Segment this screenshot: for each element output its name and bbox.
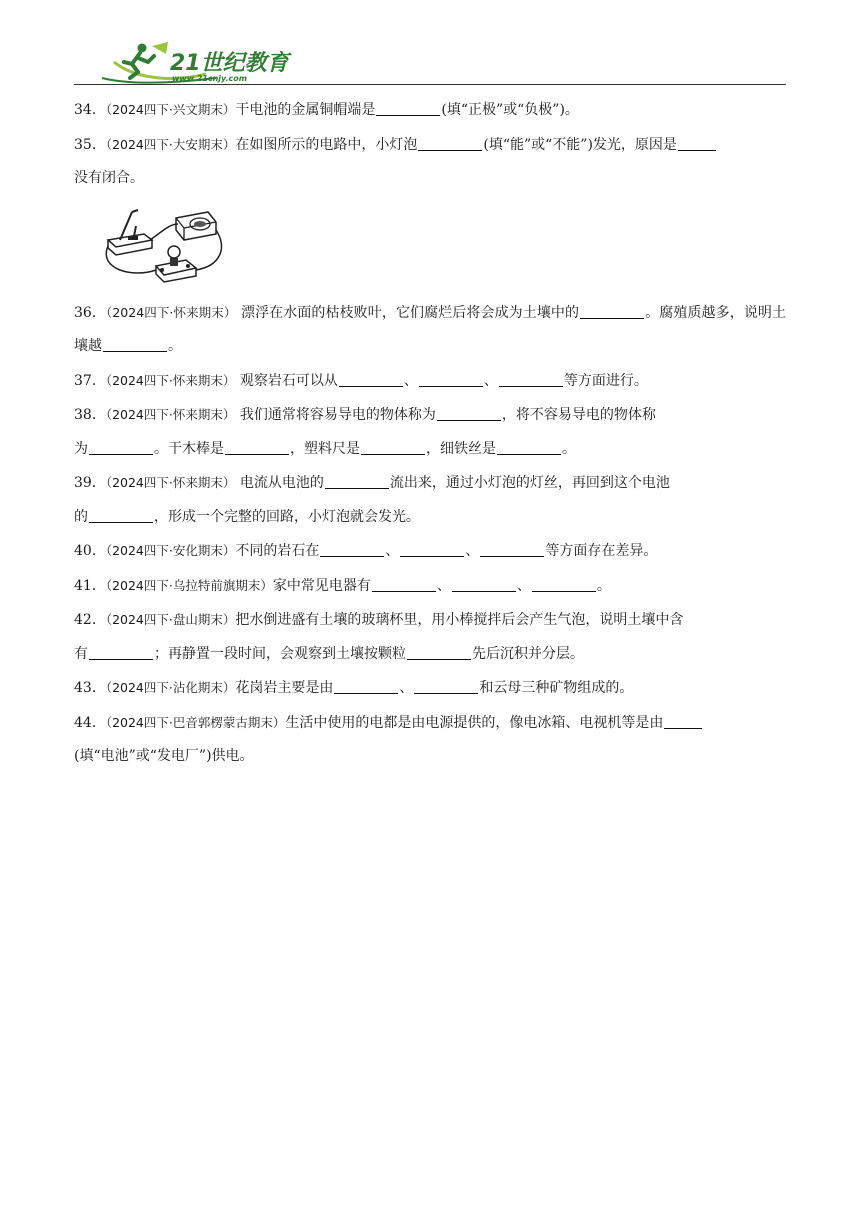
circuit-figure [74, 196, 786, 296]
question-43: 43．（2024四下·沾化期末）花岗岩主要是由 、 和云母三种矿物组成的。 [74, 680, 634, 696]
answer-blank[interactable] [414, 679, 478, 694]
answer-blank[interactable] [452, 577, 516, 592]
answer-blank[interactable] [339, 372, 403, 387]
answer-blank[interactable] [103, 337, 167, 352]
question-source: （2024四下·巴音郭楞蒙古期末） [105, 714, 286, 730]
question-source: （2024四下·怀来期末） [106, 304, 237, 320]
answer-blank[interactable] [664, 714, 702, 729]
question-source: （2024四下·怀来期末） [105, 407, 236, 422]
header-rule [74, 84, 786, 85]
answer-blank[interactable] [325, 474, 389, 489]
question-34: 34．（2024四下·兴文期末）干电池的金属铜帽端是 (填“正极”或“负极”)。 [74, 102, 579, 118]
question-source: （2024四下·盘山期末） [105, 612, 236, 627]
answer-blank[interactable] [400, 542, 464, 557]
logo-url: www.21cnjy.com [172, 74, 248, 83]
answer-blank[interactable] [499, 372, 563, 387]
question-40: 40．（2024四下·安化期末）不同的岩石在 、 、 等方面存在差异。 [74, 543, 658, 559]
answer-blank[interactable] [418, 136, 482, 151]
question-list [74, 93, 786, 774]
answer-blank[interactable] [334, 679, 398, 694]
answer-blank[interactable] [372, 577, 436, 592]
answer-blank[interactable] [89, 508, 153, 523]
answer-blank[interactable] [361, 440, 425, 455]
logo [96, 40, 289, 84]
question-source: （2024四下·安化期末） [105, 543, 236, 558]
answer-blank[interactable] [678, 136, 716, 151]
answer-blank[interactable] [580, 304, 644, 319]
logo-text: 21世纪教育 [170, 51, 289, 76]
answer-blank[interactable] [225, 440, 289, 455]
answer-blank[interactable] [89, 440, 153, 455]
answer-blank[interactable] [419, 372, 483, 387]
question-41: 41．（2024四下·乌拉特前旗期末）家中常见电器有 、 、 。 [74, 577, 611, 594]
question-source: （2024四下·乌拉特前旗期末） [105, 577, 273, 593]
answer-blank[interactable] [437, 406, 501, 421]
answer-blank[interactable] [407, 645, 471, 660]
question-39: 39．（2024四下·怀来期末） 电流从电池的 流出来，通过小灯泡的灯丝，再回到这个电池 的 ，形成一个完整的回路，小灯泡就会发光。 [74, 475, 670, 525]
question-source: （2024四下·兴文期末） [105, 102, 236, 117]
question-38: 38．（2024四下·怀来期末） 我们通常将容易导电的物体称为 ，将不容易导电的物体称 为 。干木棒是 ，塑料尺是 ，细铁丝是 。 [74, 407, 656, 457]
question-44: 44．（2024四下·巴音郭楞蒙古期末）生活中使用的电都是由电源提供的，像电冰箱、电视机等是由 (填“电池”或“发电厂”)供电。 [74, 706, 786, 774]
answer-blank[interactable] [480, 542, 544, 557]
answer-blank[interactable] [497, 440, 561, 455]
answer-blank[interactable] [376, 101, 440, 116]
question-42: 42．（2024四下·盘山期末）把水倒进盛有土壤的玻璃杯里，用小棒搅拌后会产生气泡，说明土壤中含 有 ；再静置一段时间，会观察到土壤按颗粒 先后沉积并分层。 [74, 612, 684, 662]
question-35: 35．（2024四下·大安期末）在如图所示的电路中，小灯泡 (填“能”或“不能”)发光，原因是 没有闭合。 [74, 128, 786, 196]
question-37: 37．（2024四下·怀来期末） 观察岩石可以从 、 、 等方面进行。 [74, 372, 648, 389]
question-source: （2024四下·怀来期末） [105, 372, 236, 388]
question-36: 36．（2024四下·怀来期末） 漂浮在水面的枯枝败叶，它们腐烂后将会成为土壤中的 。腐殖质越多，说明土壤越 。 [74, 304, 786, 354]
question-source: （2024四下·大安期末） [105, 136, 236, 152]
answer-blank[interactable] [532, 577, 596, 592]
page-header [74, 40, 786, 86]
answer-blank[interactable] [320, 542, 384, 557]
runner-logo-icon [96, 40, 289, 84]
question-source: （2024四下·沾化期末） [105, 680, 236, 695]
answer-blank[interactable] [89, 645, 153, 660]
circuit-diagram-icon [104, 200, 254, 292]
question-source: （2024四下·怀来期末） [105, 475, 236, 490]
